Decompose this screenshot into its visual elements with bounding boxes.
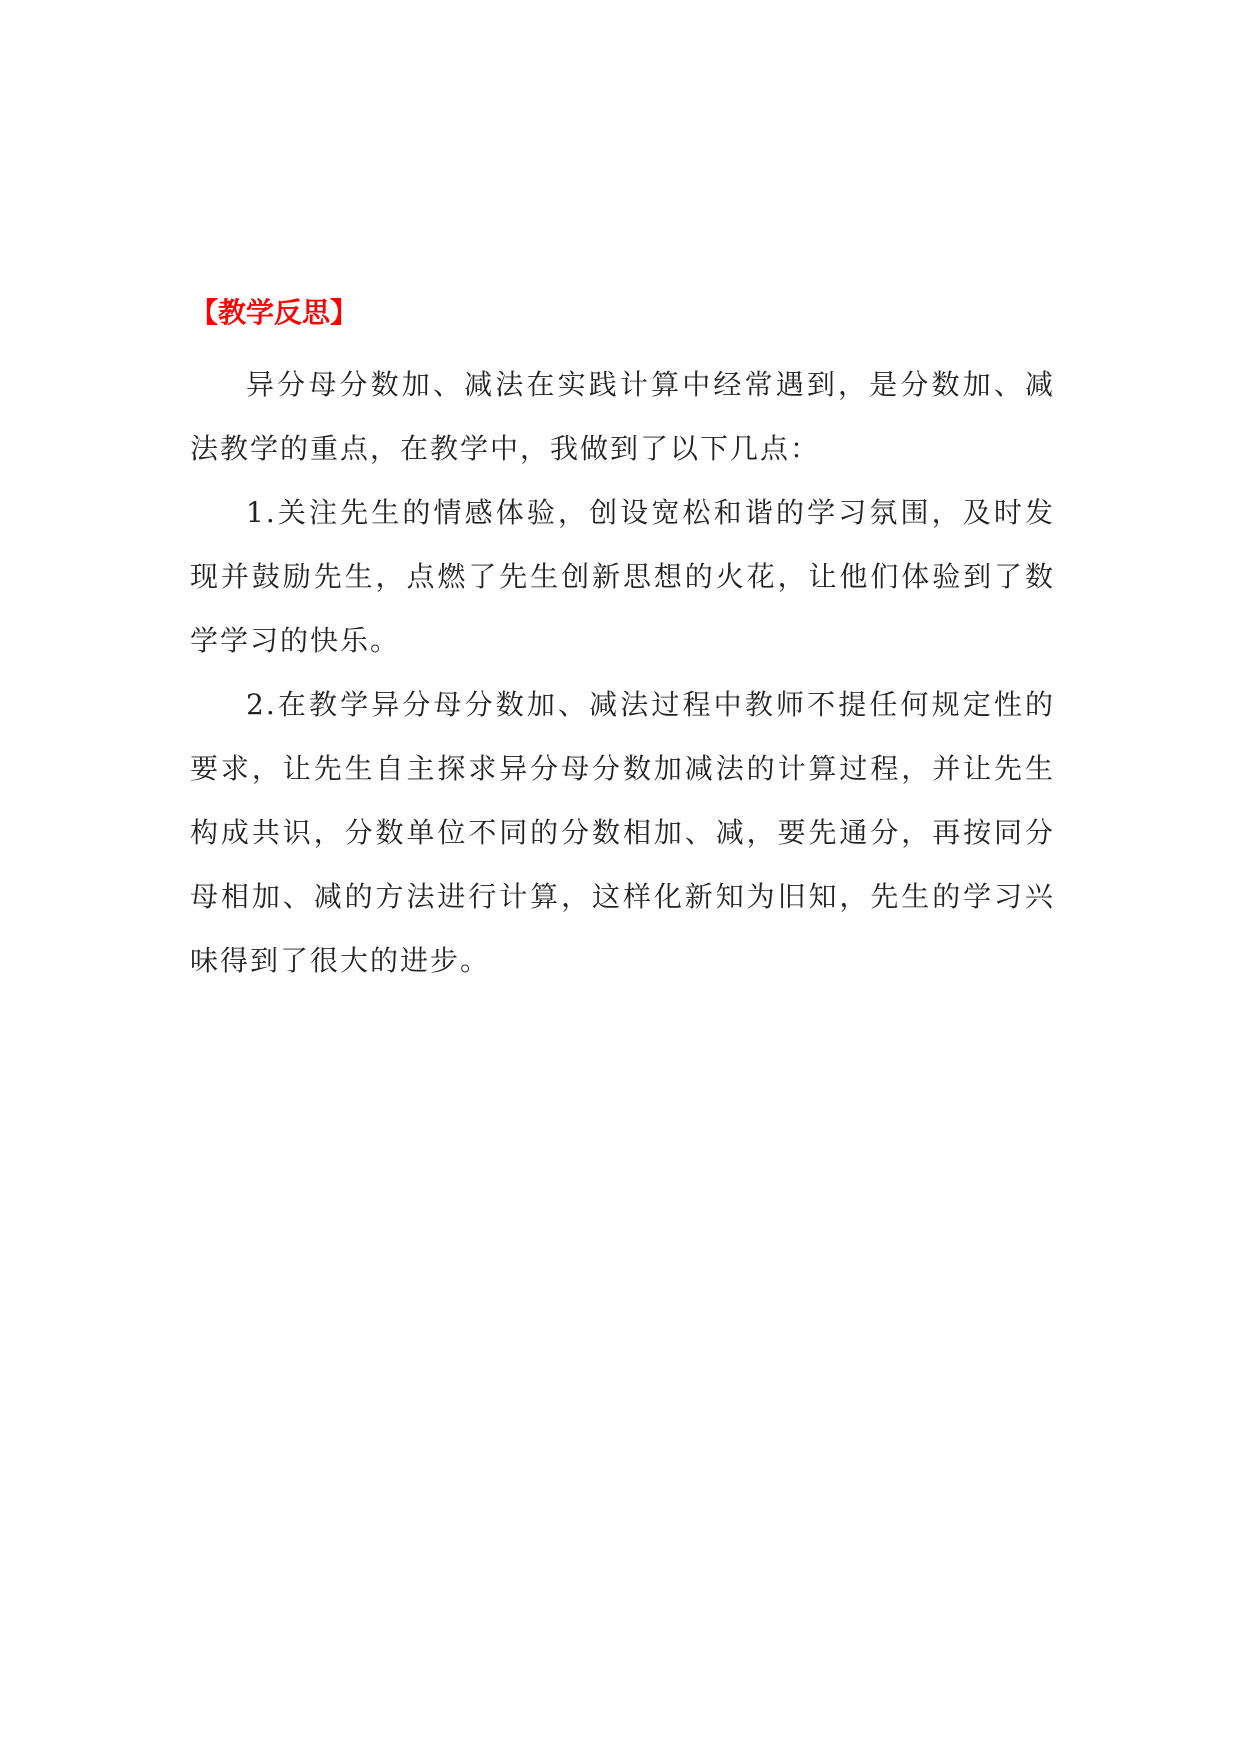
document-body [190, 285, 1055, 993]
intro-paragraph: 异分母分数加、减法在实践计算中经常遇到，是分数加、减法教学的重点，在教学中，我做到了以下几点： [190, 368, 1055, 465]
section-heading: 【教学反思】 [190, 296, 359, 329]
point-2-paragraph: 2.在教学异分母分数加、减法过程中教师不提任何规定性的要求，让先生自主探求异分母分数加减法的计算过程，并让先生构成共识，分数单位不同的分数相加、减，要先通分，再按同分母相加、减的方法进行计算，这样化新知为旧知，先生的学习兴味得到了很大的进步。 [190, 688, 1055, 977]
point-1-paragraph: 1.关注先生的情感体验，创设宽松和谐的学习氛围，及时发现并鼓励先生，点燃了先生创新思想的火花，让他们体验到了数学学习的快乐。 [190, 496, 1055, 657]
